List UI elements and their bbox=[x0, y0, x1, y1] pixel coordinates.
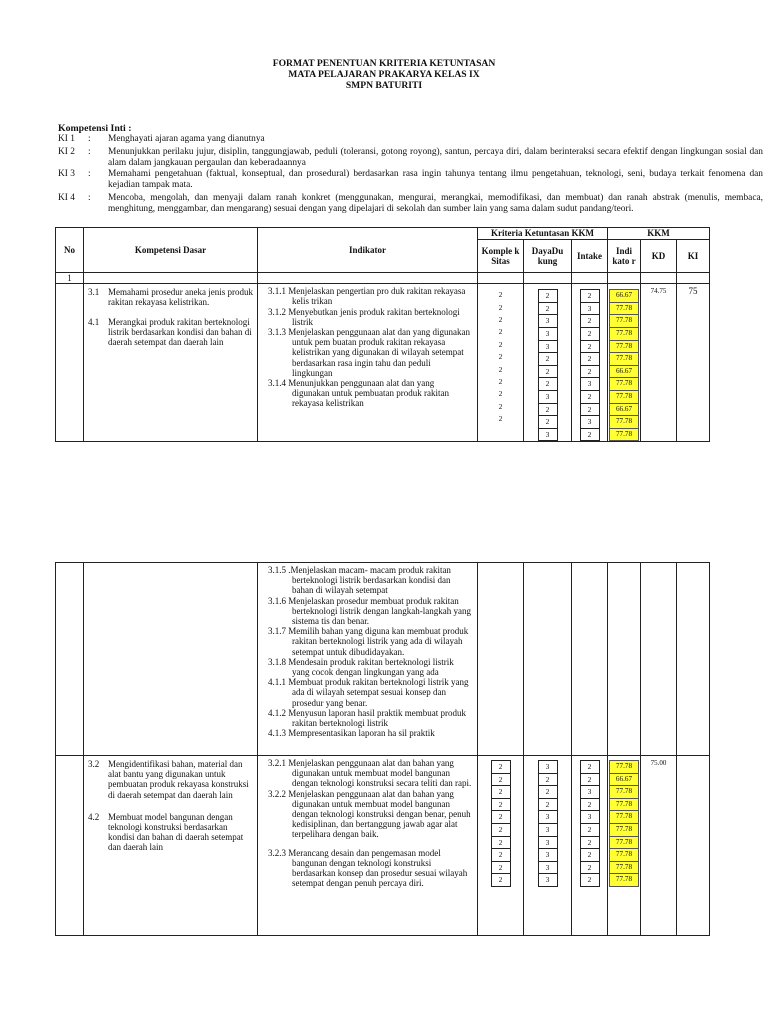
ki-text: Menghayati ajaran agama yang dianutnya bbox=[108, 134, 265, 144]
ki-heading: Kompetensi Inti : bbox=[58, 123, 132, 134]
indikator-kkm-col: 77.78 66.67 77.78 77.78 77.78 77.78 77.78 77.78 77.78 77.78 bbox=[608, 756, 641, 936]
header-ki: KI bbox=[677, 240, 710, 273]
indikator-cell bbox=[258, 563, 478, 756]
indikator-item: 4.1.2 Menyusun laporan hasil praktik membuat produk rakitan berteknologi listrik bbox=[268, 707, 466, 729]
kompleksitas-col: 2 2 2 2 2 2 2 2 2 2 2 bbox=[478, 284, 524, 442]
ki-colon: : bbox=[88, 147, 91, 157]
kd-item: 4.1 Merangkai produk rakitan berteknologi listrik berdasarkan kondisi dan bahan di daerah setempat dan daerah lain bbox=[88, 316, 252, 348]
header-kompetensi-dasar: Kompetensi Dasar bbox=[84, 228, 258, 273]
kkm-table-continued bbox=[55, 562, 710, 936]
header-intake: Intake bbox=[572, 240, 608, 273]
intake-col: 2 3 2 2 2 2 2 3 2 2 3 2 bbox=[572, 284, 608, 442]
daya-dukung-col: 3 2 2 2 3 3 3 3 3 3 bbox=[524, 756, 572, 936]
indikator-kkm-col: 66.67 77.78 77.78 77.78 77.78 77.78 66.67 77.78 77.78 66.67 77.78 77.78 bbox=[608, 284, 641, 442]
header-daya-dukung: DayaDu kung bbox=[524, 240, 572, 273]
kompleksitas-col: 2 2 2 2 2 2 2 2 2 2 bbox=[478, 756, 524, 936]
kd-item: 4.2 Membuat model bangunan dengan teknologi konstruksi berdasarkan kondisi dan bahan di daerah setempat dan daerah lain bbox=[88, 811, 244, 853]
document-title-school: SMPN BATURITI bbox=[345, 80, 423, 91]
indikator-cell bbox=[258, 284, 478, 442]
ki-text: Mencoba, mengolah, dan menyaji dalam ranah konkret (menggunakan, mengurai, merangkai, memodifikasi, dan membuat) dan ranah abstrak (menulis, membaca, menghitung, menggambar, dan mengarang) sesuai dengan yang dipelajari di sekolah dan sumber lain yang sama dalam sudut pandang/teori. bbox=[108, 193, 763, 214]
header-kkm: KKM bbox=[608, 228, 710, 240]
indikator-item: 4.1.3 Mempresentasikan laporan ha sil praktik bbox=[268, 728, 435, 739]
document-title-line1: FORMAT PENENTUAN KRITERIA KETUNTASAN bbox=[272, 58, 496, 69]
kd-value: 74.75 bbox=[641, 284, 677, 442]
kd-item: 3.2 Mengidentifikasi bahan, material dan alat bantu yang digunakan untuk pembuatan produk rekayasa konstruksi di daerah setempat dan daerah lain bbox=[88, 759, 249, 800]
intake-col: 2 2 3 2 3 2 2 2 2 2 bbox=[572, 756, 608, 936]
ki-text: Memahami pengetahuan (faktual, konseptual, dan prosedural) berdasarkan rasa ingin tahunya tentang ilmu pengetahuan, teknologi, seni, budaya terkait fenomena dan kejadian tampak mata. bbox=[108, 169, 763, 190]
indikator-item: 3.1.1 Menjelaskan pengertian pro duk rakitan rekayasa kelis trikan bbox=[268, 286, 466, 307]
ki-code: KI 3 bbox=[58, 169, 75, 179]
indikator-item: 3.1.8 Mendesain produk rakitan berteknologi listrik yang cocok dengan lingkungan yang ada bbox=[268, 656, 454, 678]
kd-cell bbox=[84, 756, 258, 936]
document-title-line2: MATA PELAJARAN PRAKARYA KELAS IX bbox=[288, 69, 480, 80]
indikator-item: 3.1.2 Menyebutkan jenis produk rakitan berteknologi listrik bbox=[268, 306, 460, 327]
header-no: No bbox=[56, 228, 84, 273]
kd-item: 3.1 Memahami prosedur aneka jenis produk rakitan rekayasa kelistrikan. bbox=[88, 287, 253, 308]
ki-colon: : bbox=[88, 169, 91, 179]
ki-colon: : bbox=[88, 193, 91, 203]
ki-colon: : bbox=[88, 134, 91, 144]
header-indikator: Indikator bbox=[258, 228, 478, 273]
row-number: 1 bbox=[56, 273, 84, 284]
ki-code: KI 4 bbox=[58, 193, 75, 203]
ki-value: 75 bbox=[677, 284, 710, 442]
kkm-table-main bbox=[55, 227, 710, 442]
indikator-cell bbox=[258, 756, 478, 936]
indikator-item: 3.2.1 Menjelaskan penggunaan alat dan bahan yang digunakan untuk membuat model bangunan dengan teknologi konstruksi secara teliti dan rapi. bbox=[268, 758, 472, 789]
indikator-item: 3.1.3 Menjelaskan penggunaan alat dan yang digunakan untuk pem buatan produk rakitan rekayasa kelistrikan yang digunakan di wilayah setempat berdasarkan rasa ingin tahu dan peduli lingkungan bbox=[268, 327, 470, 378]
header-kompleksitas: Komple k Sitas bbox=[478, 240, 524, 273]
indikator-item: 3.1.7 Memilih bahan yang diguna kan membuat produk rakitan berteknologi listrik yang ada di wilayah setempat untuk dibudidayakan. bbox=[268, 626, 469, 657]
indikator-item: 3.1.6 Menjelaskan prosedur membuat produk rakitan berteknologi listrik dengan langkah-langkah yang sistema tis dan benar. bbox=[268, 595, 471, 627]
ki-text: Menunjukkan perilaku jujur, disiplin, tanggungjawab, peduli (toleransi, gotong royong), santun, percaya diri, dalam berinteraksi secara efektif dengan lingkungan sosial dan alam dalam jangkauan pergaulan dan keberadaannya bbox=[108, 147, 763, 168]
ki-code: KI 2 bbox=[58, 147, 75, 157]
indikator-item: 3.2.2 Menjelaskan penggunaan alat dan bahan yang digunakan untuk membuat model bangunan dengan teknologi konstruksi dengan benar, penuh kedisiplinan, dan bertanggung jawab agar alat terpelihara dengan baik. bbox=[268, 788, 471, 840]
indikator-item: 3.1.5 .Menjelaskan macam- macam produk rakitan berteknologi listrik berdasarkan kondisi dan bahan di wilayah setempat bbox=[268, 565, 451, 596]
daya-dukung-col: 2 2 3 3 3 2 2 2 3 2 2 3 bbox=[524, 284, 572, 442]
header-kriteria-ketuntasan: Kriteria Ketuntasan KKM bbox=[478, 228, 608, 240]
indikator-item: 4.1.1 Membuat produk rakitan berteknologi listrik yang ada di wilayah setempat sesuai konsep dan prosedur yang benar. bbox=[268, 677, 469, 708]
indikator-item: 3.1.4 Menunjukkan penggunaan alat dan yang digunakan untuk pembuatan produk rakitan rekayasa kelistrikan bbox=[268, 378, 449, 409]
header-kd: KD bbox=[641, 240, 677, 273]
indikator-item: 3.2.3 Merancang desain dan pengemasan model bangunan dengan teknologi konstruksi berdasarkan konsep dan prosedur sesuai wilayah setempat dengan penuh percaya diri. bbox=[268, 847, 468, 889]
ki-code: KI 1 bbox=[58, 134, 75, 144]
kd-value: 75.00 bbox=[641, 756, 677, 936]
kd-cell bbox=[84, 284, 258, 442]
header-indikator-kkm: Indi kato r bbox=[608, 240, 641, 273]
